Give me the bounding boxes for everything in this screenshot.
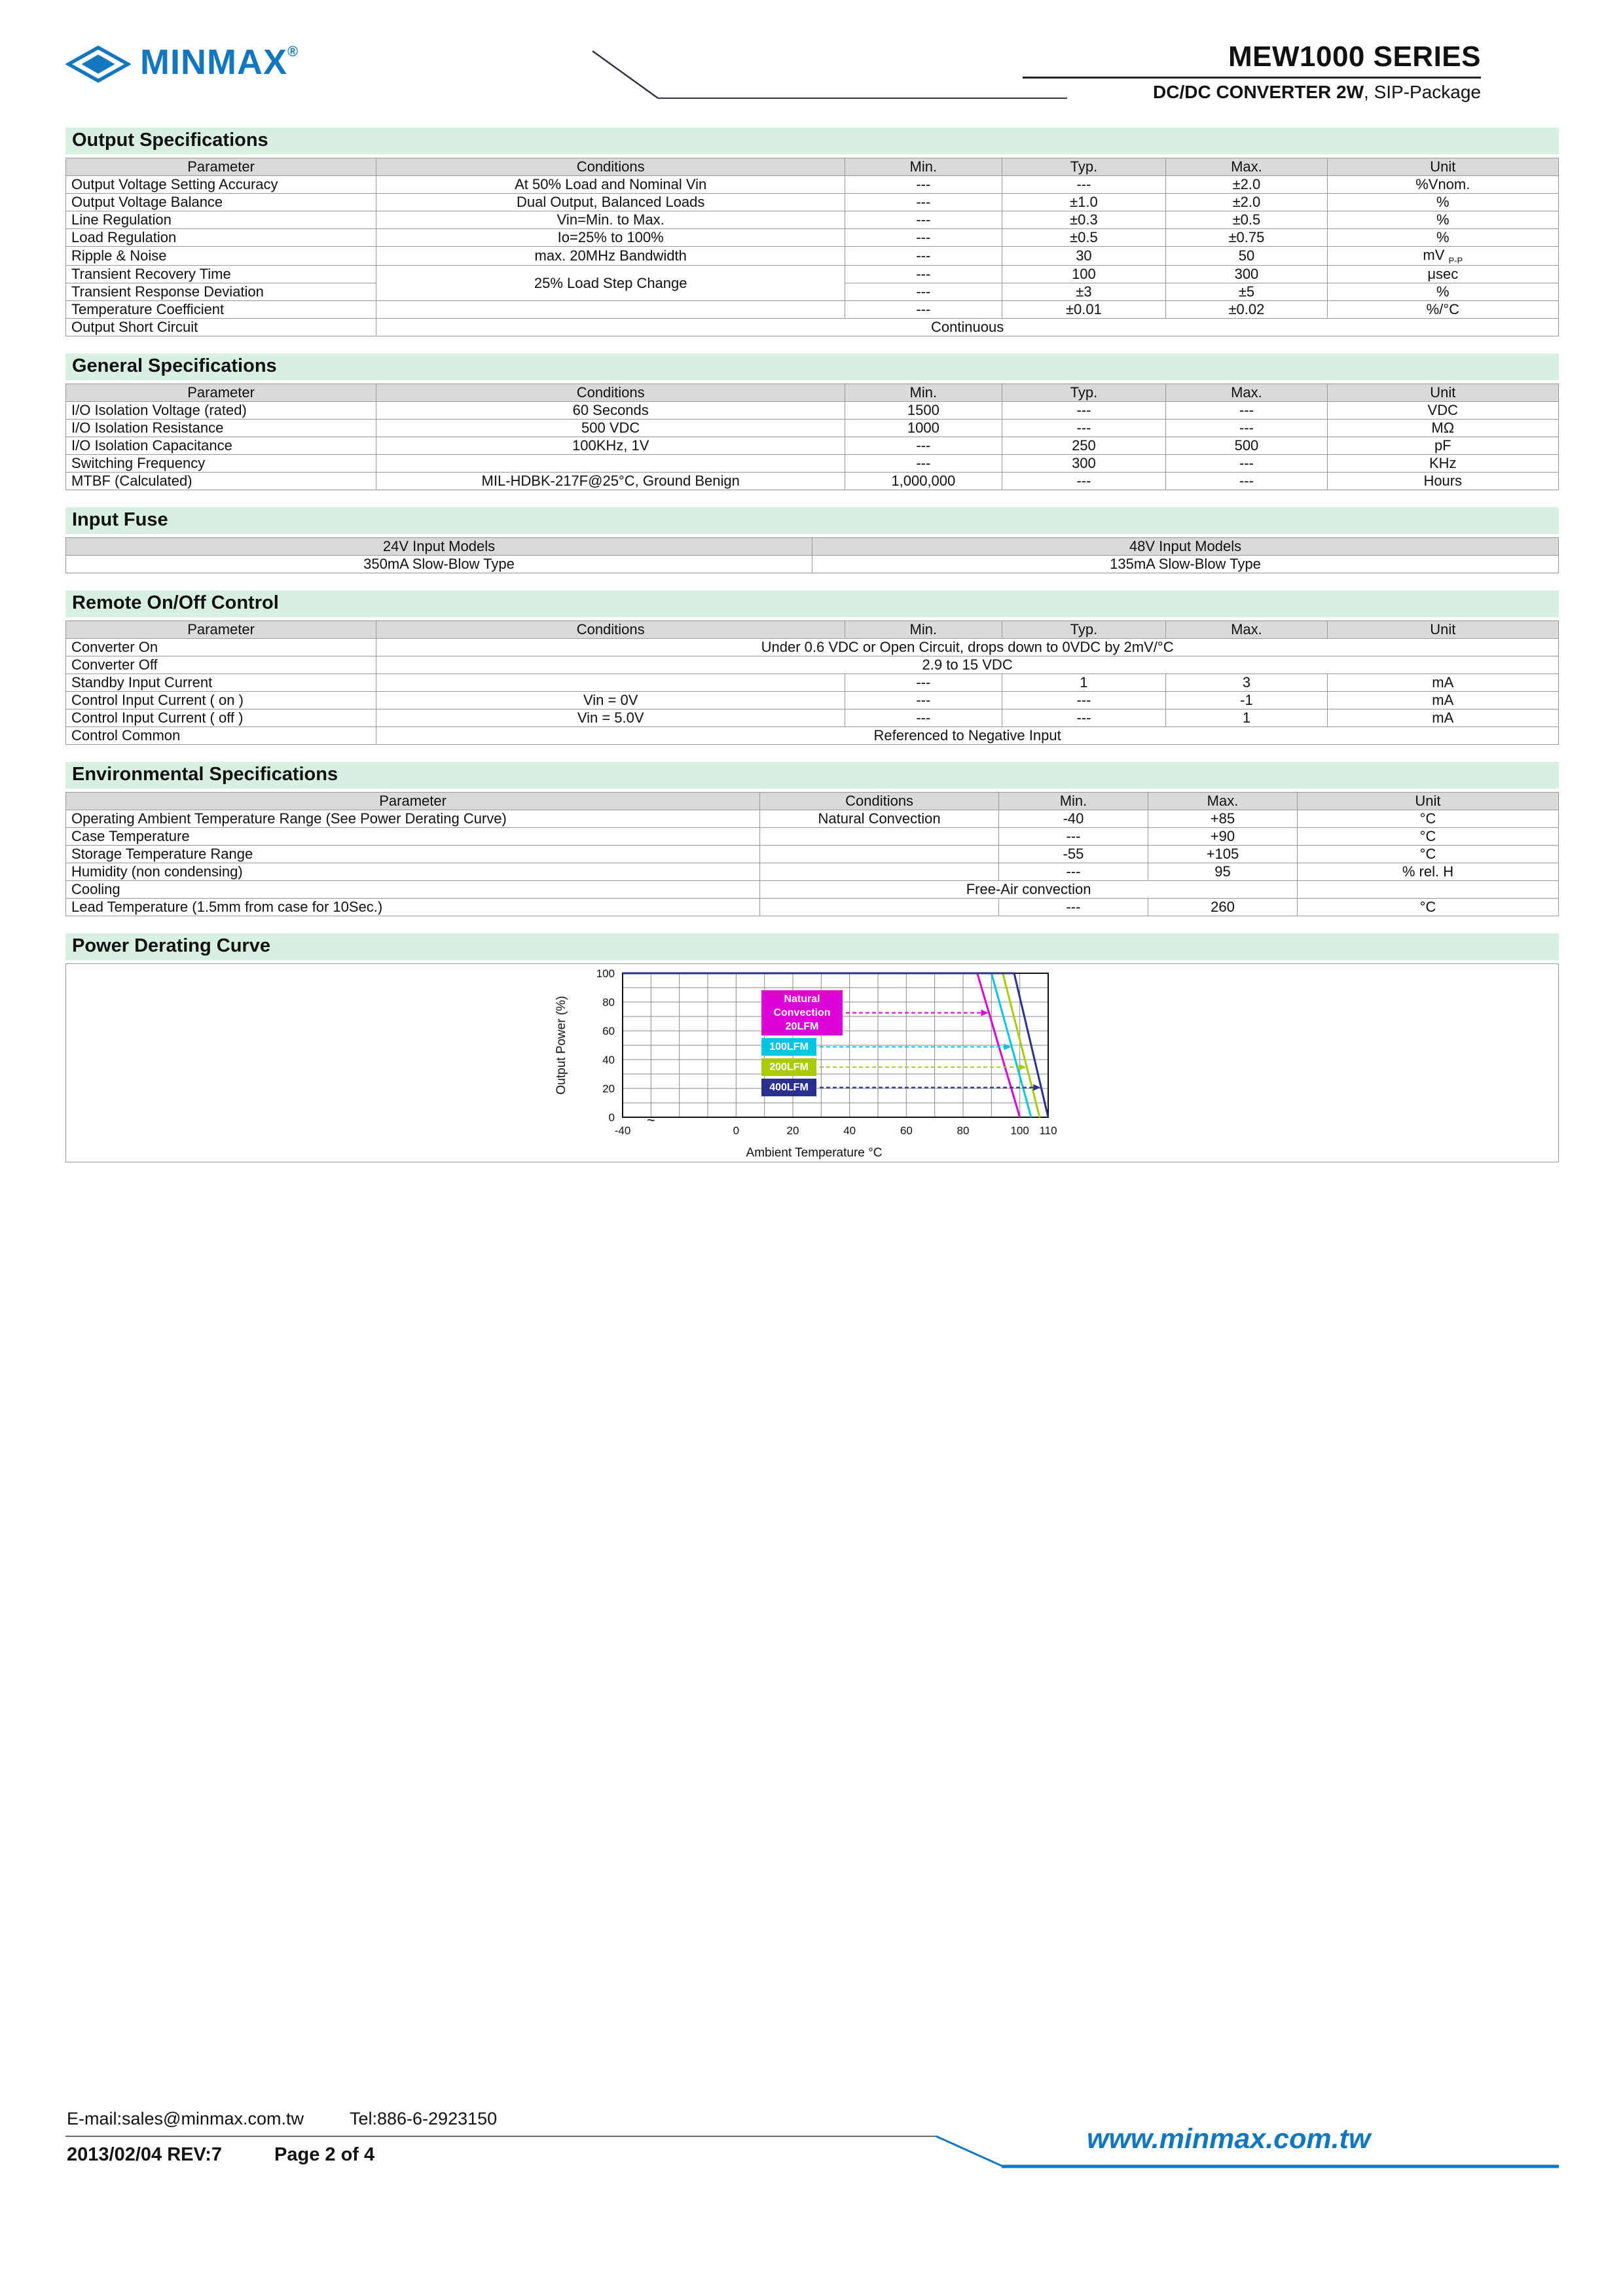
table-row <box>66 863 1559 881</box>
min-cell: --- <box>998 828 1148 846</box>
max-cell: ±0.75 <box>1166 229 1327 247</box>
cond-cell <box>376 455 845 473</box>
col-max: Max. <box>1166 621 1327 639</box>
col-conditions: Conditions <box>376 384 845 402</box>
col-parameter: Parameter <box>66 158 376 176</box>
param-cell: I/O Isolation Resistance <box>66 420 376 437</box>
typ-cell: 1 <box>1002 674 1166 692</box>
col-unit: Unit <box>1297 793 1558 810</box>
unit-cell: μsec <box>1327 266 1558 283</box>
typ-cell: --- <box>1002 402 1166 420</box>
svg-text:400LFM: 400LFM <box>769 1082 809 1094</box>
col-48v-models: 48V Input Models <box>812 538 1559 556</box>
svg-text:20LFM: 20LFM <box>785 1021 819 1033</box>
min-cell: 1,000,000 <box>845 473 1002 490</box>
registered-mark: ® <box>287 43 299 60</box>
section-title-environmental: Environmental Specifications <box>65 762 1559 789</box>
page-title: MEW1000 SERIES <box>1228 41 1481 73</box>
unit-cell: °C <box>1297 828 1558 846</box>
max-cell: 95 <box>1148 863 1297 881</box>
col-min: Min. <box>845 158 1002 176</box>
cond-cell <box>376 674 845 692</box>
svg-text:Ambient Temperature °C: Ambient Temperature °C <box>746 1146 883 1160</box>
unit-cell: %Vnom. <box>1327 176 1558 194</box>
unit-cell: % <box>1327 211 1558 229</box>
table-row <box>66 437 1559 455</box>
table-row <box>66 881 1559 899</box>
table-row <box>66 247 1559 266</box>
max-cell: +85 <box>1148 810 1297 828</box>
min-cell: --- <box>845 247 1002 266</box>
section-output-specifications <box>65 128 1559 336</box>
svg-text:~: ~ <box>646 1112 655 1129</box>
max-cell: 3 <box>1166 674 1327 692</box>
svg-text:200LFM: 200LFM <box>769 1062 809 1073</box>
table-row <box>66 229 1559 247</box>
max-cell: ±5 <box>1166 283 1327 301</box>
environmental-specifications-table <box>65 792 1559 916</box>
table-row <box>66 455 1559 473</box>
unit-cell: mA <box>1327 692 1558 709</box>
unit-cell <box>1297 881 1558 899</box>
typ-cell: --- <box>1002 709 1166 727</box>
min-cell: --- <box>845 437 1002 455</box>
svg-text:-40: -40 <box>614 1124 631 1138</box>
svg-text:20: 20 <box>786 1124 799 1138</box>
typ-cell: --- <box>1002 473 1166 490</box>
param-cell: I/O Isolation Voltage (rated) <box>66 402 376 420</box>
min-cell: -40 <box>998 810 1148 828</box>
svg-text:Natural: Natural <box>784 994 820 1005</box>
col-conditions: Conditions <box>376 621 845 639</box>
unit-text: mV <box>1423 247 1445 263</box>
section-remote-on-off-control <box>65 590 1559 745</box>
subtitle-normal: , SIP-Package <box>1364 82 1481 102</box>
param-cell: Output Short Circuit <box>66 319 376 336</box>
section-title-derating: Power Derating Curve <box>65 933 1559 960</box>
cond-cell: max. 20MHz Bandwidth <box>376 247 845 266</box>
section-environmental-specifications <box>65 762 1559 916</box>
power-derating-chart-svg <box>66 964 1558 1162</box>
col-parameter: Parameter <box>66 621 376 639</box>
remote-control-table <box>65 620 1559 745</box>
param-cell: Load Regulation <box>66 229 376 247</box>
typ-cell: ±1.0 <box>1002 194 1166 211</box>
cond-cell: 100KHz, 1V <box>376 437 845 455</box>
col-unit: Unit <box>1327 621 1558 639</box>
param-cell: Control Input Current ( off ) <box>66 709 376 727</box>
table-row <box>66 194 1559 211</box>
unit-cell: % <box>1327 229 1558 247</box>
unit-cell: VDC <box>1327 402 1558 420</box>
cond-cell: 500 VDC <box>376 420 845 437</box>
svg-text:100: 100 <box>596 967 615 980</box>
unit-cell: mA <box>1327 674 1558 692</box>
param-cell: MTBF (Calculated) <box>66 473 376 490</box>
table-row <box>66 709 1559 727</box>
max-cell: 1 <box>1166 709 1327 727</box>
subtitle-bold: DC/DC CONVERTER 2W <box>1153 82 1364 102</box>
typ-cell: ±3 <box>1002 283 1166 301</box>
typ-cell: --- <box>1002 692 1166 709</box>
table-row <box>66 639 1559 656</box>
cond-cell <box>760 828 999 846</box>
unit-cell: %/°C <box>1327 301 1558 319</box>
svg-text:100LFM: 100LFM <box>769 1041 809 1053</box>
col-conditions: Conditions <box>760 793 999 810</box>
param-cell: Converter On <box>66 639 376 656</box>
col-max: Max. <box>1166 158 1327 176</box>
min-cell: --- <box>845 229 1002 247</box>
max-cell: 50 <box>1166 247 1327 266</box>
cond-cell: Vin = 0V <box>376 692 845 709</box>
min-cell: --- <box>845 211 1002 229</box>
general-specifications-table <box>65 384 1559 490</box>
cond-cell: Io=25% to 100% <box>376 229 845 247</box>
unit-cell: °C <box>1297 899 1558 916</box>
svg-text:0: 0 <box>733 1124 740 1138</box>
span-cell: 2.9 to 15 VDC <box>376 656 1559 674</box>
max-cell: -1 <box>1166 692 1327 709</box>
content-area <box>65 128 1559 1179</box>
min-cell: --- <box>845 674 1002 692</box>
svg-text:20: 20 <box>602 1083 615 1096</box>
output-specifications-table <box>65 158 1559 336</box>
table-header-row <box>66 158 1559 176</box>
min-cell: --- <box>845 194 1002 211</box>
table-row <box>66 656 1559 674</box>
page-number: Page 2 of 4 <box>274 2144 375 2165</box>
table-row <box>66 301 1559 319</box>
svg-text:60: 60 <box>900 1124 913 1138</box>
table-row <box>66 846 1559 863</box>
max-cell: 300 <box>1166 266 1327 283</box>
table-row <box>66 473 1559 490</box>
max-cell: 260 <box>1148 899 1297 916</box>
input-fuse-table <box>65 537 1559 573</box>
col-typ: Typ. <box>1002 158 1166 176</box>
max-cell: --- <box>1166 402 1327 420</box>
unit-cell: °C <box>1297 810 1558 828</box>
section-title-input-fuse: Input Fuse <box>65 507 1559 534</box>
header-swoosh-line <box>0 0 1623 131</box>
typ-cell: ±0.5 <box>1002 229 1166 247</box>
table-row <box>66 674 1559 692</box>
col-max: Max. <box>1166 384 1327 402</box>
min-cell: --- <box>845 455 1002 473</box>
param-cell: Transient Recovery Time <box>66 266 376 283</box>
section-title-remote: Remote On/Off Control <box>65 590 1559 617</box>
span-cell: Continuous <box>376 319 1559 336</box>
unit-cell: % <box>1327 283 1558 301</box>
min-cell: --- <box>845 266 1002 283</box>
typ-cell: --- <box>1002 176 1166 194</box>
contact-line <box>67 2109 497 2129</box>
table-row <box>66 402 1559 420</box>
table-row <box>66 899 1559 916</box>
cond-cell: Dual Output, Balanced Loads <box>376 194 845 211</box>
col-24v-models: 24V Input Models <box>66 538 812 556</box>
col-parameter: Parameter <box>66 793 760 810</box>
table-header-row <box>66 384 1559 402</box>
param-cell: Standby Input Current <box>66 674 376 692</box>
cond-cell: At 50% Load and Nominal Vin <box>376 176 845 194</box>
svg-text:80: 80 <box>957 1124 970 1138</box>
param-cell: Control Common <box>66 727 376 745</box>
power-derating-chart <box>65 963 1559 1162</box>
span-cell: Referenced to Negative Input <box>376 727 1559 745</box>
typ-cell: --- <box>1002 420 1166 437</box>
max-cell: ±0.02 <box>1166 301 1327 319</box>
unit-cell: % <box>1327 194 1558 211</box>
brand-text: MINMAX <box>140 43 287 82</box>
min-cell: --- <box>998 863 1148 881</box>
section-title-general: General Specifications <box>65 353 1559 380</box>
min-cell: --- <box>845 692 1002 709</box>
fuse-24v-cell: 350mA Slow-Blow Type <box>66 556 812 573</box>
svg-text:Convection: Convection <box>773 1007 831 1019</box>
cond-cell-merged: 25% Load Step Change <box>376 266 845 301</box>
col-max: Max. <box>1148 793 1297 810</box>
cond-cell <box>760 863 999 881</box>
param-cell: Humidity (non condensing) <box>66 863 760 881</box>
table-row <box>66 266 1559 283</box>
section-general-specifications <box>65 353 1559 490</box>
param-cell: Transient Response Deviation <box>66 283 376 301</box>
param-cell: Cooling <box>66 881 760 899</box>
section-input-fuse <box>65 507 1559 573</box>
param-cell: Output Voltage Balance <box>66 194 376 211</box>
span-cell: Free-Air convection <box>760 881 1298 899</box>
typ-cell: ±0.01 <box>1002 301 1166 319</box>
phone-number: Tel:886-6-2923150 <box>349 2109 498 2128</box>
col-typ: Typ. <box>1002 621 1166 639</box>
col-unit: Unit <box>1327 384 1558 402</box>
typ-cell: 300 <box>1002 455 1166 473</box>
svg-text:60: 60 <box>602 1025 615 1038</box>
section-title-output: Output Specifications <box>65 128 1559 154</box>
section-power-derating-curve <box>65 933 1559 1162</box>
unit-cell: KHz <box>1327 455 1558 473</box>
unit-cell <box>1327 247 1558 266</box>
min-cell: --- <box>845 709 1002 727</box>
fuse-48v-cell: 135mA Slow-Blow Type <box>812 556 1559 573</box>
unit-cell: °C <box>1297 846 1558 863</box>
unit-subscript: P-P <box>1448 255 1463 266</box>
unit-cell: % rel. H <box>1297 863 1558 881</box>
max-cell: ±2.0 <box>1166 194 1327 211</box>
max-cell: ±2.0 <box>1166 176 1327 194</box>
max-cell: --- <box>1166 420 1327 437</box>
cond-cell <box>376 301 845 319</box>
unit-cell: Hours <box>1327 473 1558 490</box>
cond-cell <box>760 899 999 916</box>
param-cell: Switching Frequency <box>66 455 376 473</box>
table-row <box>66 211 1559 229</box>
col-min: Min. <box>998 793 1148 810</box>
table-header-row <box>66 793 1559 810</box>
max-cell: --- <box>1166 455 1327 473</box>
col-unit: Unit <box>1327 158 1558 176</box>
col-parameter: Parameter <box>66 384 376 402</box>
unit-cell: MΩ <box>1327 420 1558 437</box>
param-cell: Line Regulation <box>66 211 376 229</box>
table-header-row <box>66 621 1559 639</box>
col-min: Min. <box>845 621 1002 639</box>
email-address[interactable]: E-mail:sales@minmax.com.tw <box>67 2109 304 2128</box>
cond-cell: MIL-HDBK-217F@25°C, Ground Benign <box>376 473 845 490</box>
svg-text:100: 100 <box>1010 1124 1029 1138</box>
typ-cell: 100 <box>1002 266 1166 283</box>
cond-cell: Natural Convection <box>760 810 999 828</box>
unit-cell: pF <box>1327 437 1558 455</box>
svg-text:40: 40 <box>843 1124 856 1138</box>
cond-cell: Vin=Min. to Max. <box>376 211 845 229</box>
param-cell: Ripple & Noise <box>66 247 376 266</box>
min-cell: --- <box>998 899 1148 916</box>
cond-cell: 60 Seconds <box>376 402 845 420</box>
param-cell: Case Temperature <box>66 828 760 846</box>
param-cell: Converter Off <box>66 656 376 674</box>
param-cell: Lead Temperature (1.5mm from case for 10Sec.) <box>66 899 760 916</box>
max-cell: ±0.5 <box>1166 211 1327 229</box>
table-row <box>66 176 1559 194</box>
col-min: Min. <box>845 384 1002 402</box>
svg-text:0: 0 <box>608 1111 615 1124</box>
min-cell: --- <box>845 301 1002 319</box>
min-cell: --- <box>845 176 1002 194</box>
min-cell: --- <box>845 283 1002 301</box>
param-cell: Control Input Current ( on ) <box>66 692 376 709</box>
max-cell: --- <box>1166 473 1327 490</box>
span-cell: Under 0.6 VDC or Open Circuit, drops down to 0VDC by 2mV/°C <box>376 639 1559 656</box>
table-row <box>66 420 1559 437</box>
cond-cell: Vin = 5.0V <box>376 709 845 727</box>
table-row <box>66 556 1559 573</box>
revision-date: 2013/02/04 REV:7 <box>67 2144 223 2165</box>
typ-cell: ±0.3 <box>1002 211 1166 229</box>
table-row <box>66 810 1559 828</box>
table-row <box>66 319 1559 336</box>
min-cell: -55 <box>998 846 1148 863</box>
max-cell: +105 <box>1148 846 1297 863</box>
param-cell: I/O Isolation Capacitance <box>66 437 376 455</box>
min-cell: 1000 <box>845 420 1002 437</box>
footer-swoosh-line <box>0 2127 1623 2206</box>
website-link[interactable]: www.minmax.com.tw <box>1087 2123 1371 2155</box>
svg-text:80: 80 <box>602 996 615 1009</box>
typ-cell: 30 <box>1002 247 1166 266</box>
max-cell: 500 <box>1166 437 1327 455</box>
param-cell: Output Voltage Setting Accuracy <box>66 176 376 194</box>
max-cell: +90 <box>1148 828 1297 846</box>
param-cell: Storage Temperature Range <box>66 846 760 863</box>
table-row <box>66 692 1559 709</box>
table-row <box>66 828 1559 846</box>
svg-text:40: 40 <box>602 1054 615 1067</box>
typ-cell: 250 <box>1002 437 1166 455</box>
unit-cell: mA <box>1327 709 1558 727</box>
cond-cell <box>760 846 999 863</box>
col-conditions: Conditions <box>376 158 845 176</box>
svg-text:110: 110 <box>1039 1124 1057 1138</box>
table-row <box>66 727 1559 745</box>
table-header-row <box>66 538 1559 556</box>
svg-text:Output Power (%): Output Power (%) <box>555 996 568 1095</box>
param-cell: Operating Ambient Temperature Range (See Power Derating Curve) <box>66 810 760 828</box>
param-cell: Temperature Coefficient <box>66 301 376 319</box>
col-typ: Typ. <box>1002 384 1166 402</box>
min-cell: 1500 <box>845 402 1002 420</box>
